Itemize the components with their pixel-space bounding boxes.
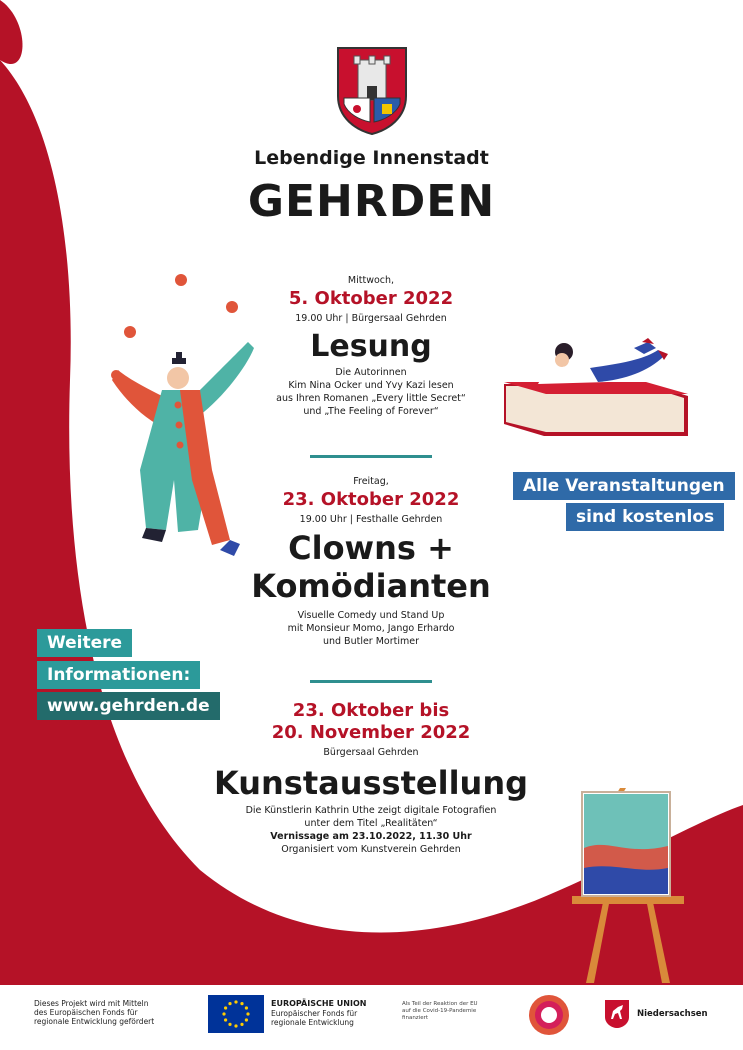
- event-kunstausstellung: [190, 700, 552, 856]
- website-link[interactable]: www.gehrden.de: [37, 692, 220, 720]
- event-description-line: Die Künstlerin Kathrin Uthe zeigt digitale Fotografien: [245, 805, 497, 816]
- zukunftsraeume-logo-icon: [527, 993, 571, 1037]
- funding-note: [34, 999, 154, 1026]
- event-time-place: 19.00 Uhr | Festhalle Gehrden: [299, 514, 443, 525]
- funding-line: Dieses Projekt wird mit Mitteln: [34, 999, 149, 1008]
- eu-sub-line: regionale Entwicklung: [271, 1018, 354, 1027]
- event-description-line: aus Ihren Romanen „Every little Secret“: [276, 393, 466, 404]
- event-lesung: [210, 274, 532, 418]
- event-description-line: und Butler Mortimer: [322, 636, 420, 647]
- funding-line: des Europäischen Fonds für: [34, 1008, 138, 1017]
- event-date-line: 23. Oktober bis: [292, 700, 450, 721]
- free-events-badge-line1: Alle Veranstaltungen: [513, 472, 735, 500]
- event-date: 23. Oktober 2022: [282, 489, 460, 510]
- footer: [0, 985, 743, 1050]
- event-title: Lesung: [310, 329, 432, 364]
- info-badge-line2: Informationen:: [37, 661, 200, 689]
- niedersachsen-horse-icon: [604, 999, 630, 1029]
- funding-line: regionale Entwicklung gefördert: [34, 1017, 155, 1026]
- event-weekday: Mittwoch,: [347, 275, 395, 286]
- event-description-line: Die Autorinnen: [335, 367, 407, 378]
- eu-sub-line: Europäischer Fonds für: [271, 1009, 358, 1018]
- event-description-line: mit Monsieur Momo, Jango Erhardo: [287, 623, 455, 634]
- covid-note: [402, 1001, 478, 1022]
- event-title: Kunstausstellung: [213, 764, 528, 802]
- event-clowns: [210, 475, 532, 648]
- event-date: 5. Oktober 2022: [288, 288, 454, 309]
- event-description-line: unter dem Titel „Realitäten“: [304, 818, 438, 829]
- event-description-line: Visuelle Comedy und Stand Up: [297, 610, 445, 621]
- header-subtitle: Lebendige Innenstadt: [254, 147, 489, 169]
- covid-line: Als Teil der Reaktion der EU: [402, 1001, 478, 1007]
- easel-painting-illustration: [568, 788, 688, 983]
- event-description-line: Kim Nina Ocker und Yvy Kazi lesen: [288, 380, 454, 391]
- city-crest-icon: [336, 46, 408, 136]
- event-organizer: Organisiert vom Kunstverein Gehrden: [281, 844, 461, 855]
- section-divider: [310, 680, 432, 683]
- event-vernissage: Vernissage am 23.10.2022, 11.30 Uhr: [270, 831, 472, 842]
- event-weekday: Freitag,: [353, 476, 389, 487]
- section-divider: [310, 455, 432, 458]
- event-title-line: Komödianten: [251, 567, 491, 605]
- event-title-line: Clowns +: [288, 529, 454, 567]
- info-badge-line1: Weitere: [37, 629, 132, 657]
- event-time-place: 19.00 Uhr | Bürgersaal Gehrden: [295, 313, 447, 324]
- eu-label: [271, 999, 366, 1027]
- covid-line: auf die Covid-19-Pandemie: [402, 1008, 477, 1014]
- free-events-badge-line2: sind kostenlos: [566, 503, 724, 531]
- state-name: Niedersachsen: [637, 1009, 708, 1019]
- eu-flag-icon: [208, 995, 264, 1033]
- covid-line: finanziert: [402, 1015, 429, 1021]
- event-place: Bürgersaal Gehrden: [323, 747, 419, 758]
- event-description-line: und „The Feeling of Forever“: [303, 406, 439, 417]
- eu-title: EUROPÄISCHE UNION: [271, 999, 367, 1008]
- event-date-line: 20. November 2022: [271, 722, 471, 743]
- header-title: GEHRDEN: [247, 176, 496, 227]
